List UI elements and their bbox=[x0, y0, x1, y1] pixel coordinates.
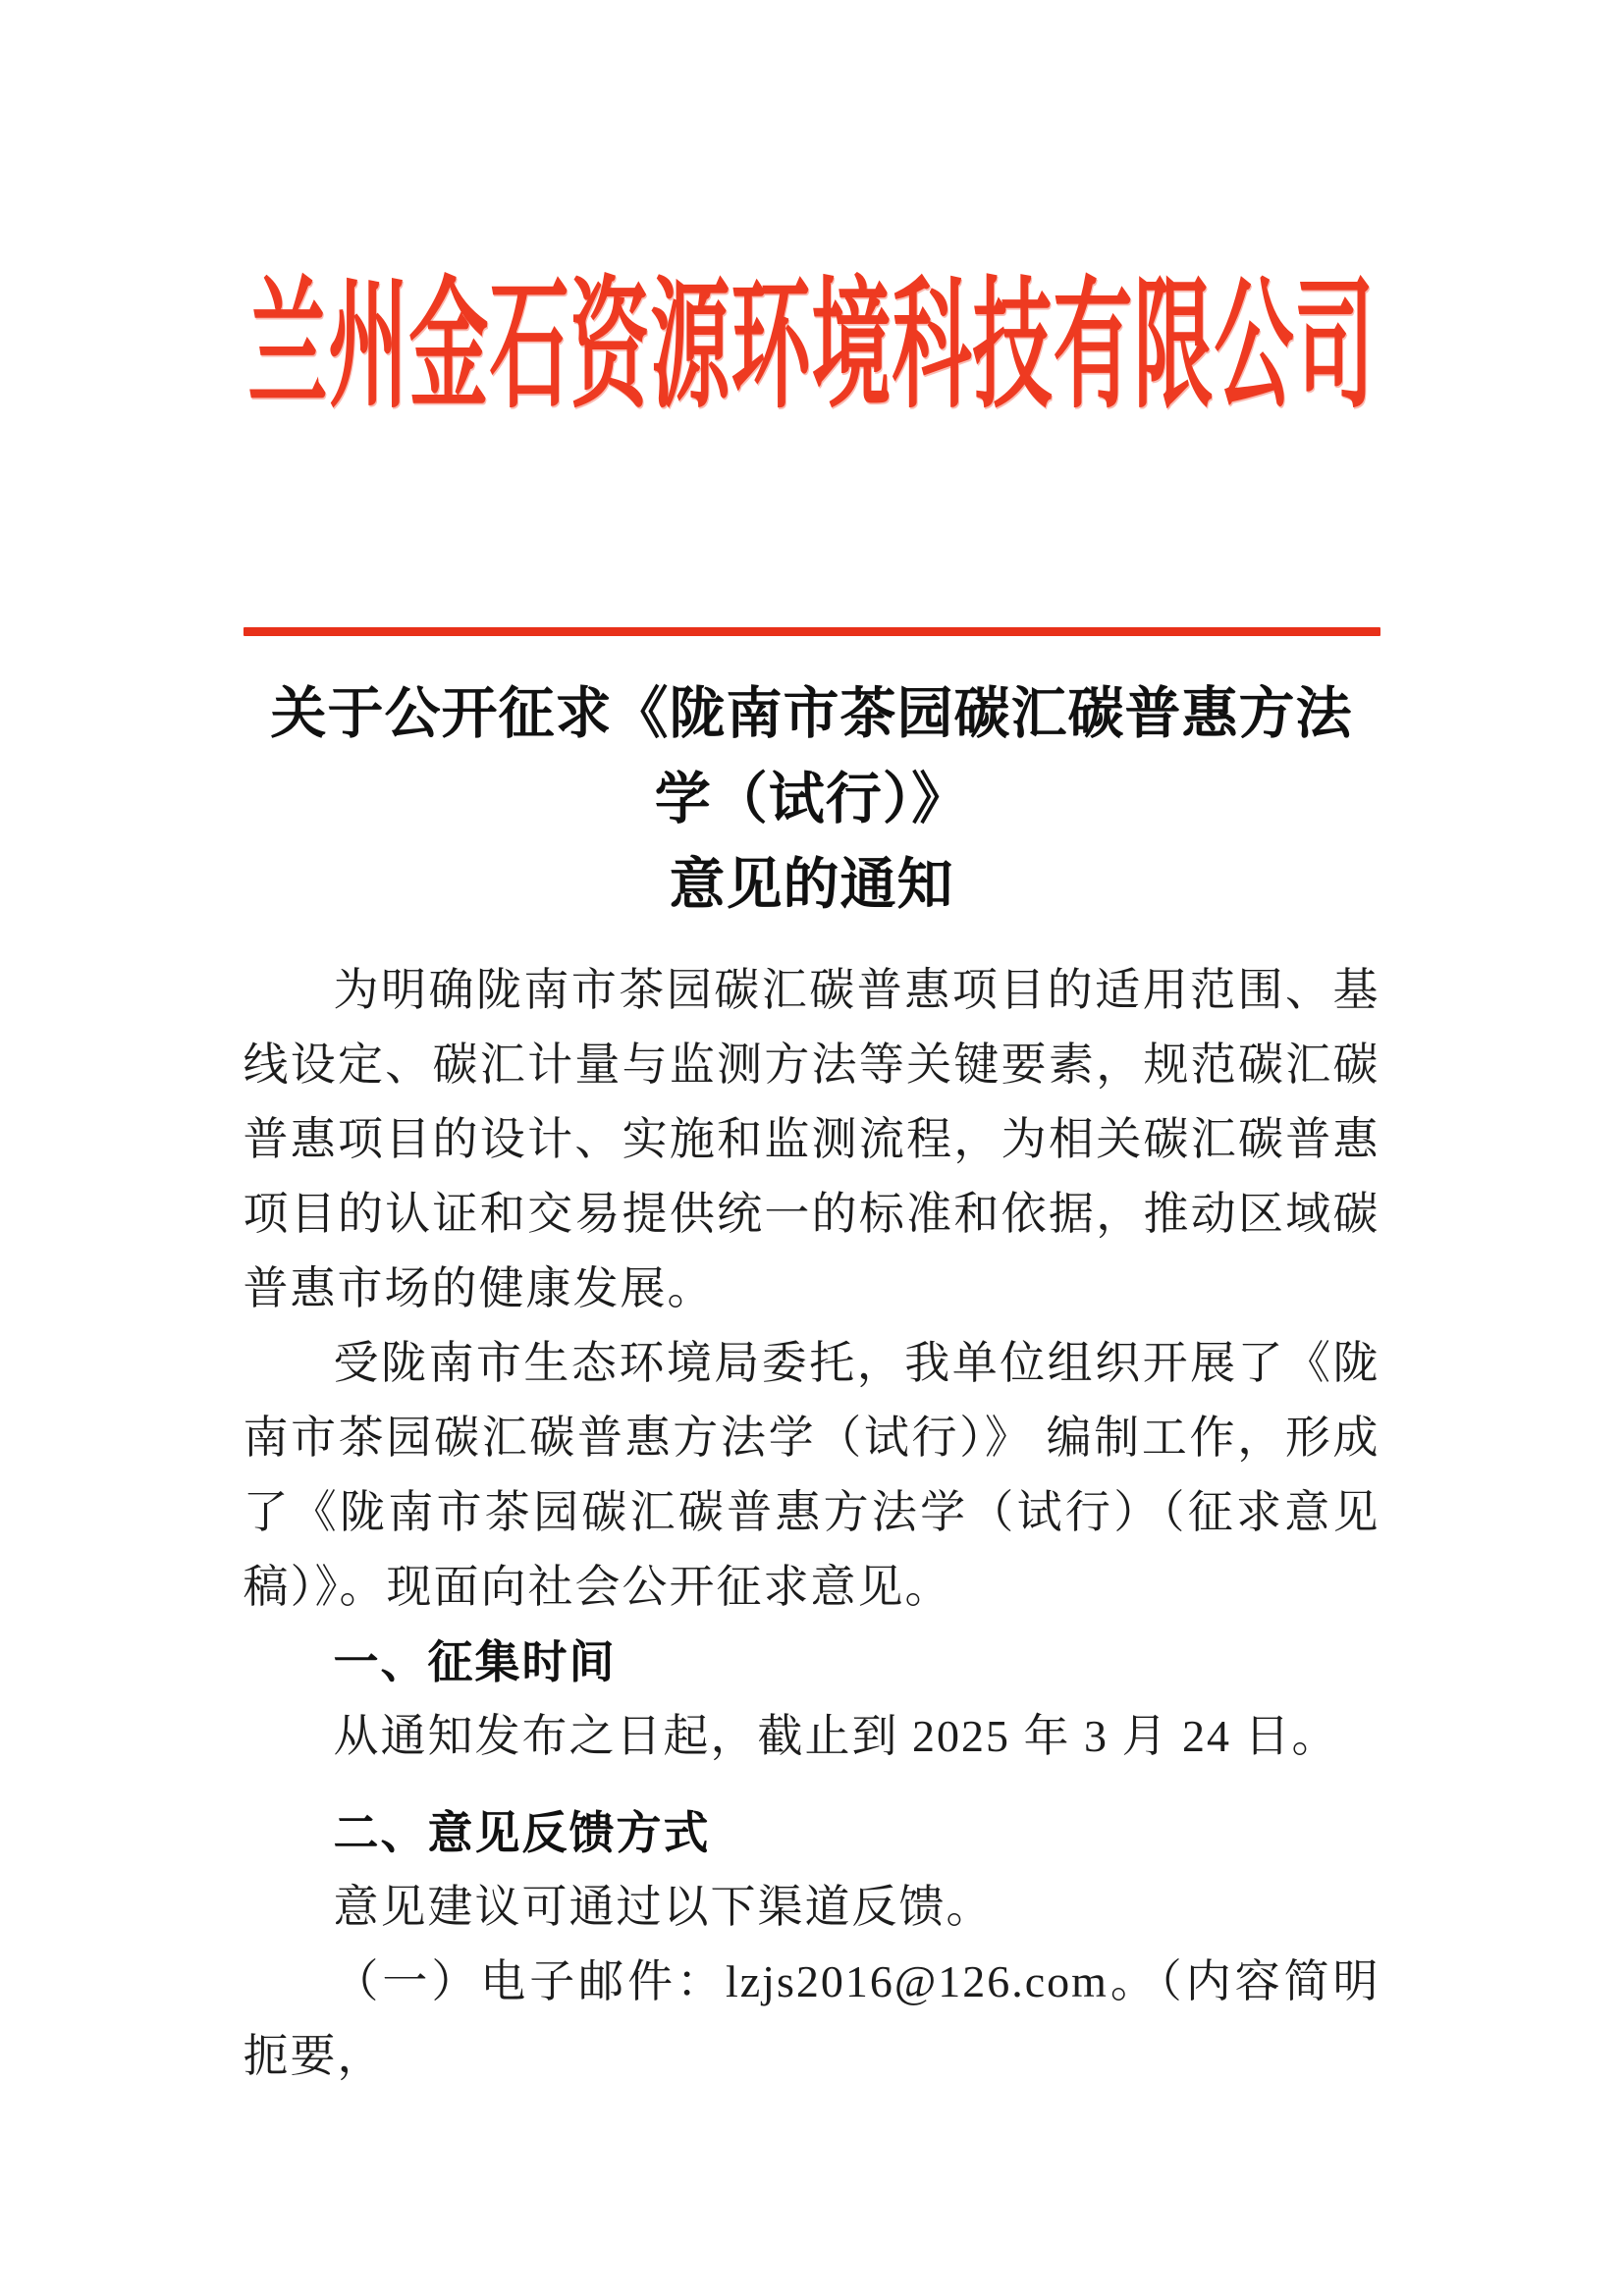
feedback-email-line: （一）电子邮件：lzjs2016@126.com。（内容简明扼要， bbox=[243, 1956, 1380, 2081]
red-divider-rule bbox=[243, 627, 1380, 636]
notice-title-line1: 关于公开征求《陇南市茶园碳汇碳普惠方法学（试行）》 bbox=[270, 683, 1353, 830]
section1-heading: 一、征集时间 bbox=[333, 1636, 617, 1687]
notice-title-line2: 意见的通知 bbox=[669, 854, 954, 916]
company-letterhead bbox=[243, 232, 1380, 438]
notice-body bbox=[243, 953, 1380, 2094]
notice-title bbox=[243, 671, 1380, 928]
paragraph-purpose: 为明确陇南市茶园碳汇碳普惠项目的适用范围、基线设定、碳汇计量与监测方法等关键要素，规范碳汇碳普惠项目的设计、实施和监测流程，为相关碳汇碳普惠项目的认证和交易提供统一的标准和依据，推动区域碳普惠市场的健康发展。 bbox=[243, 965, 1380, 1313]
section1-body: 从通知发布之日起，截止到 2025 年 3 月 24 日。 bbox=[333, 1711, 1339, 1761]
content-column bbox=[243, 232, 1380, 2094]
company-name: 兰州金石资源环境科技有限公司 bbox=[247, 268, 1376, 426]
paragraph-background: 受陇南市生态环境局委托，我单位组织开展了《陇南市茶园碳汇碳普惠方法学（试行）》 编制工作，形成了《陇南市茶园碳汇碳普惠方法学（试行）（征求意见稿）》。现面向社会公开征求意见。 bbox=[243, 1338, 1380, 1612]
section2-heading: 二、意见反馈方式 bbox=[333, 1807, 711, 1858]
section2-body: 意见建议可通过以下渠道反馈。 bbox=[333, 1882, 994, 1932]
